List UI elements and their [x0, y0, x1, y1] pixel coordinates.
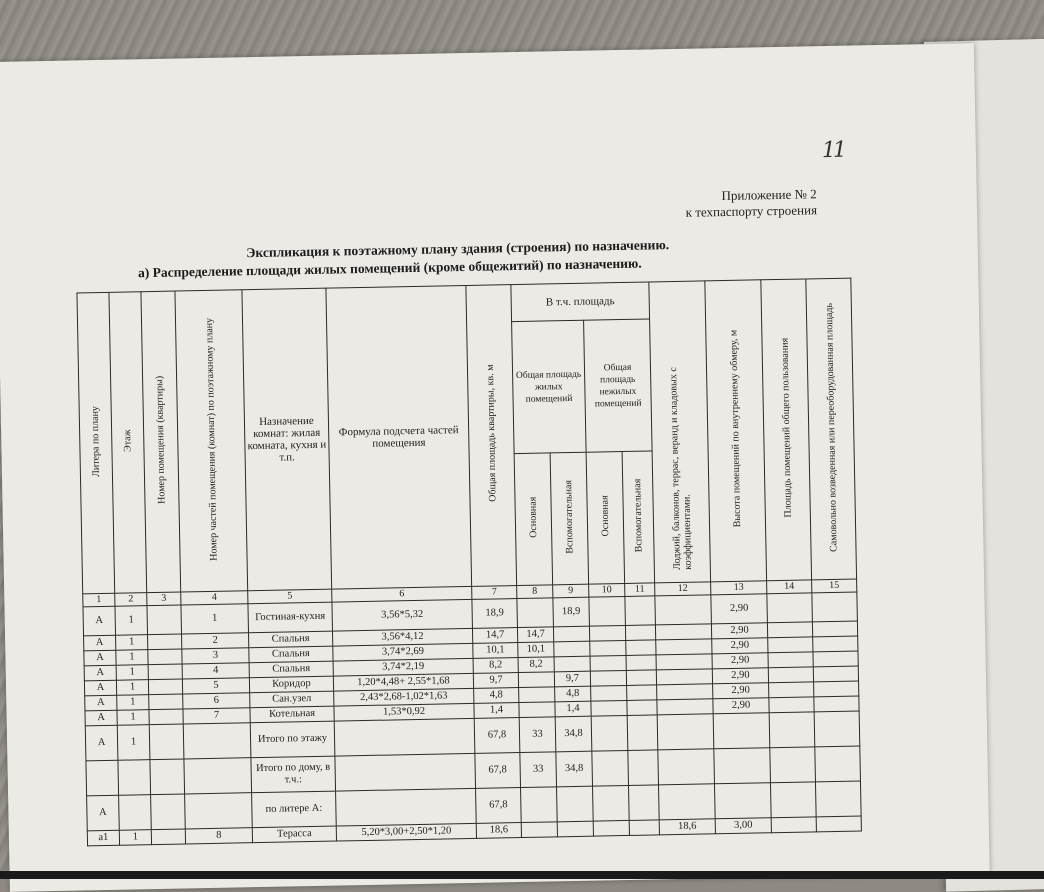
- cell-c5: Коридор: [249, 676, 333, 693]
- col-number: 5: [248, 589, 332, 604]
- appendix-line-1: Приложение № 2: [721, 186, 817, 204]
- cell-c2: 1: [116, 650, 148, 666]
- cell-c11: [626, 655, 656, 671]
- cell-c11: [626, 670, 656, 686]
- cell-c2: 1: [119, 830, 151, 846]
- cell-c5: Итого по дому, в т.ч.:: [251, 756, 336, 793]
- cell-c10: [591, 715, 628, 751]
- cell-c1: А: [84, 650, 116, 666]
- cell-c13: 2,90: [713, 698, 769, 714]
- cell-c11: [627, 685, 657, 701]
- document-subtitle: а) Распределение площади жилых помещений (кроме общежитий) по назначению.: [137, 255, 642, 281]
- cell-c5: Гостиная-кухня: [248, 602, 333, 633]
- cell-c10: [591, 700, 627, 716]
- cell-c11: [627, 715, 658, 751]
- cell-c12: [656, 669, 712, 685]
- col-number: 14: [767, 580, 812, 594]
- cell-c9: 34,8: [556, 751, 593, 787]
- cell-c15: [814, 696, 859, 712]
- cell-c2: 1: [116, 635, 148, 651]
- cell-c3: [149, 709, 183, 725]
- cell-c7: 1,4: [474, 703, 519, 719]
- cell-c10: [590, 655, 626, 671]
- cell-c4: 8: [185, 828, 252, 844]
- cell-c12: [658, 784, 715, 820]
- cell-c10: [592, 750, 629, 786]
- cell-c8: [519, 687, 555, 703]
- header-apartment-number: Номер помещения (квартиры): [141, 291, 181, 593]
- header-incl-area: В т.ч. площадь: [511, 282, 650, 322]
- cell-c13: 2,90: [712, 638, 768, 654]
- cell-c11: [625, 596, 656, 626]
- document-title: Экспликация к поэтажному плану здания (строения) по назначению.: [246, 237, 670, 261]
- cell-c11: [628, 750, 659, 786]
- cell-c13: [713, 713, 770, 749]
- cell-c2: 1: [116, 665, 148, 681]
- cell-c10: [593, 820, 629, 836]
- cell-c10: [589, 625, 625, 641]
- cell-c6: [336, 788, 477, 826]
- cell-c6: 5,20*3,00+2,50*1,20: [336, 823, 476, 841]
- cell-c7: 18,9: [472, 599, 518, 629]
- cell-c3: [148, 679, 182, 695]
- header-unauthorized-area: Самовольно возведенная или переоборудованная площадь: [806, 278, 857, 580]
- cell-c6: 3,74*2,69: [333, 643, 473, 661]
- cell-c15: [816, 816, 861, 832]
- cell-c8: 33: [520, 752, 557, 788]
- cell-c9: [554, 656, 590, 672]
- header-nonliving-main: Основная: [586, 452, 625, 585]
- cell-c8: 33: [519, 717, 556, 753]
- cell-c7: 67,8: [475, 753, 521, 789]
- cell-c14: [769, 697, 814, 713]
- cell-c3: [148, 634, 182, 650]
- cell-c8: 14,7: [517, 627, 553, 643]
- cell-c7: 18,6: [476, 823, 521, 839]
- cell-c14: [767, 622, 812, 638]
- col-number: 12: [655, 582, 711, 596]
- cell-c8: [519, 702, 555, 718]
- col-number: 10: [589, 583, 625, 597]
- cell-c1: А: [85, 710, 117, 726]
- cell-c10: [590, 670, 626, 686]
- cell-c15: [812, 592, 858, 622]
- cell-c12: [655, 624, 711, 640]
- cell-c11: [625, 625, 655, 641]
- cell-c4: 7: [183, 708, 250, 724]
- cell-c5: Котельная: [250, 706, 334, 723]
- header-litera: Литера по плану: [77, 292, 115, 594]
- cell-c1: [86, 760, 119, 796]
- cell-c10: [589, 596, 626, 626]
- cell-c3: [149, 694, 183, 710]
- col-number: 8: [517, 585, 553, 599]
- cell-c11: [629, 785, 660, 821]
- cell-c15: [812, 621, 857, 637]
- col-number: 13: [711, 581, 767, 595]
- cell-c4: 1: [181, 604, 249, 634]
- cell-c4: [183, 723, 251, 759]
- cell-c7: 4,8: [474, 688, 519, 704]
- cell-c15: [813, 666, 858, 682]
- cell-c13: [714, 748, 771, 784]
- cell-c3: [151, 794, 186, 830]
- cell-c12: [657, 699, 713, 715]
- col-number: 7: [472, 586, 517, 600]
- header-room-number: Номер частей помещения (комнат) по поэтажному плану: [175, 290, 248, 592]
- cell-c11: [629, 820, 659, 836]
- cell-c8: 10,1: [518, 642, 554, 658]
- cell-c7: 8,2: [473, 658, 518, 674]
- cell-c9: 34,8: [555, 716, 592, 752]
- cell-c12: 18,6: [659, 819, 715, 835]
- handwritten-page-number: 11: [821, 137, 845, 164]
- header-living-aux: Вспомогательная: [550, 452, 589, 585]
- header-purpose: Назначение комнат: жилая комната, кухня и т.п.: [242, 288, 332, 591]
- cell-c6: 3,74*2,19: [333, 658, 473, 676]
- cell-c13: 2,90: [711, 594, 768, 624]
- cell-c2: 1: [117, 725, 150, 761]
- cell-c10: [590, 640, 626, 656]
- appendix-note: [637, 186, 818, 221]
- col-number: 3: [147, 592, 181, 606]
- cell-c15: [814, 681, 859, 697]
- cell-c3: [147, 605, 182, 635]
- cell-c5: Спальня: [249, 661, 333, 678]
- table-body: [83, 592, 861, 846]
- cell-c6: 1,20*4,48+ 2,55*1,68: [333, 673, 473, 691]
- cell-c14: [771, 817, 816, 833]
- cell-c14: [770, 782, 816, 818]
- cell-c9: [557, 821, 593, 837]
- cell-c6: 1,53*0,92: [334, 703, 474, 721]
- header-loggias: Лоджий, балконов, террас, веранд и кладовых с коэффициентами.: [649, 281, 711, 583]
- cell-c10: [593, 785, 630, 821]
- cell-c8: 8,2: [518, 657, 554, 673]
- cell-c4: 5: [182, 678, 249, 694]
- cell-c8: [521, 822, 557, 838]
- cell-c1: А: [83, 606, 116, 636]
- cell-c5: Терасса: [252, 826, 336, 843]
- header-height: Высота помещений по внутреннему обмеру, м: [705, 280, 767, 582]
- col-number: 4: [181, 591, 248, 605]
- header-living-main: Основная: [514, 453, 553, 586]
- cell-c3: [148, 664, 182, 680]
- cell-c7: 14,7: [472, 628, 517, 644]
- cell-c13: 3,00: [715, 818, 771, 834]
- cell-c9: [557, 786, 594, 822]
- cell-c2: 1: [117, 710, 149, 726]
- bottom-edge: [0, 871, 1044, 879]
- cell-c8: [518, 672, 554, 688]
- col-number: 2: [115, 593, 147, 607]
- cell-c2: [118, 760, 151, 796]
- cell-c4: 4: [182, 663, 249, 679]
- header-living-area: Общая площадь жилых помещений: [512, 320, 587, 453]
- cell-c3: [148, 649, 182, 665]
- cell-c9: 9,7: [554, 671, 590, 687]
- header-floor: Этаж: [109, 292, 147, 594]
- cell-c12: [658, 749, 715, 785]
- header-nonliving-area: Общая площадь нежилых помещений: [584, 319, 653, 452]
- cell-c7: 67,8: [474, 718, 520, 754]
- cell-c14: [768, 637, 813, 653]
- cell-c2: 1: [117, 695, 149, 711]
- cell-c1: А: [87, 795, 120, 831]
- cell-c2: 1: [116, 680, 148, 696]
- cell-c14: [767, 593, 813, 623]
- cell-c9: [554, 641, 590, 657]
- cell-c8: [521, 787, 558, 823]
- cell-c12: [657, 714, 714, 750]
- cell-c5: Итого по этажу: [250, 721, 335, 758]
- cell-c12: [656, 654, 712, 670]
- cell-c13: 2,90: [711, 623, 767, 639]
- cell-c6: [335, 753, 476, 791]
- cell-c2: 1: [115, 606, 148, 636]
- cell-c6: 3,56*5,32: [332, 599, 473, 631]
- cell-c4: 2: [182, 633, 249, 649]
- cell-c12: [656, 639, 712, 655]
- cell-c15: [813, 636, 858, 652]
- cell-c5: Спальня: [249, 646, 333, 663]
- cell-c11: [626, 640, 656, 656]
- document-page: [0, 43, 990, 892]
- cell-c13: 2,90: [712, 668, 768, 684]
- cell-c1: А: [84, 665, 116, 681]
- col-number: 6: [332, 586, 472, 602]
- cell-c5: по литере А:: [252, 791, 337, 828]
- cell-c9: 1,4: [555, 701, 591, 717]
- col-number: 1: [83, 593, 115, 607]
- cell-c1: а1: [87, 830, 119, 846]
- cell-c12: [657, 684, 713, 700]
- header-total-area: Общая площадь квартиры, кв. м: [466, 285, 517, 587]
- cell-c15: [815, 746, 861, 782]
- header-common-area: Площадь помещений общего пользования: [761, 279, 812, 581]
- cell-c7: 67,8: [476, 788, 522, 824]
- cell-c4: [185, 793, 253, 829]
- cell-c3: [150, 759, 185, 795]
- cell-c14: [768, 652, 813, 668]
- cell-c13: [714, 783, 771, 819]
- cell-c3: [151, 829, 185, 845]
- cell-c1: А: [85, 695, 117, 711]
- cell-c9: [553, 626, 589, 642]
- cell-c14: [768, 667, 813, 683]
- cell-c6: 2,43*2,68-1,02*1,63: [334, 688, 474, 706]
- cell-c9: 4,8: [555, 686, 591, 702]
- cell-c11: [627, 700, 657, 716]
- cell-c1: А: [85, 725, 118, 761]
- cell-c7: 9,7: [473, 673, 518, 689]
- cell-c9: 18,9: [553, 597, 590, 627]
- cell-c12: [655, 595, 712, 625]
- cell-c1: А: [84, 635, 116, 651]
- cell-c5: Спальня: [249, 631, 333, 648]
- explication-table: [76, 278, 861, 847]
- cell-c15: [814, 711, 860, 747]
- col-number: 15: [812, 579, 857, 593]
- cell-c6: [334, 718, 475, 756]
- cell-c4: 3: [182, 648, 249, 664]
- cell-c14: [769, 712, 815, 748]
- header-nonliving-aux: Вспомогательная: [622, 451, 655, 583]
- cell-c7: 10,1: [473, 643, 518, 659]
- cell-c10: [591, 685, 627, 701]
- cell-c15: [815, 781, 861, 817]
- cell-c13: 2,90: [713, 683, 769, 699]
- cell-c6: 3,56*4,12: [332, 628, 472, 646]
- appendix-line-2: к техпаспорту строения: [685, 202, 818, 220]
- col-number: 11: [625, 583, 655, 597]
- cell-c2: [119, 795, 152, 831]
- cell-c5: Сан.узел: [250, 691, 334, 708]
- cell-c4: 6: [183, 693, 250, 709]
- cell-c8: [517, 598, 554, 628]
- col-number: 9: [553, 584, 589, 598]
- cell-c13: 2,90: [712, 653, 768, 669]
- cell-c15: [813, 651, 858, 667]
- header-formula: Формула подсчета частей помещения: [326, 285, 472, 589]
- cell-c14: [770, 747, 816, 783]
- cell-c1: А: [84, 680, 116, 696]
- cell-c14: [769, 682, 814, 698]
- cell-c4: [184, 758, 252, 794]
- cell-c3: [149, 724, 184, 760]
